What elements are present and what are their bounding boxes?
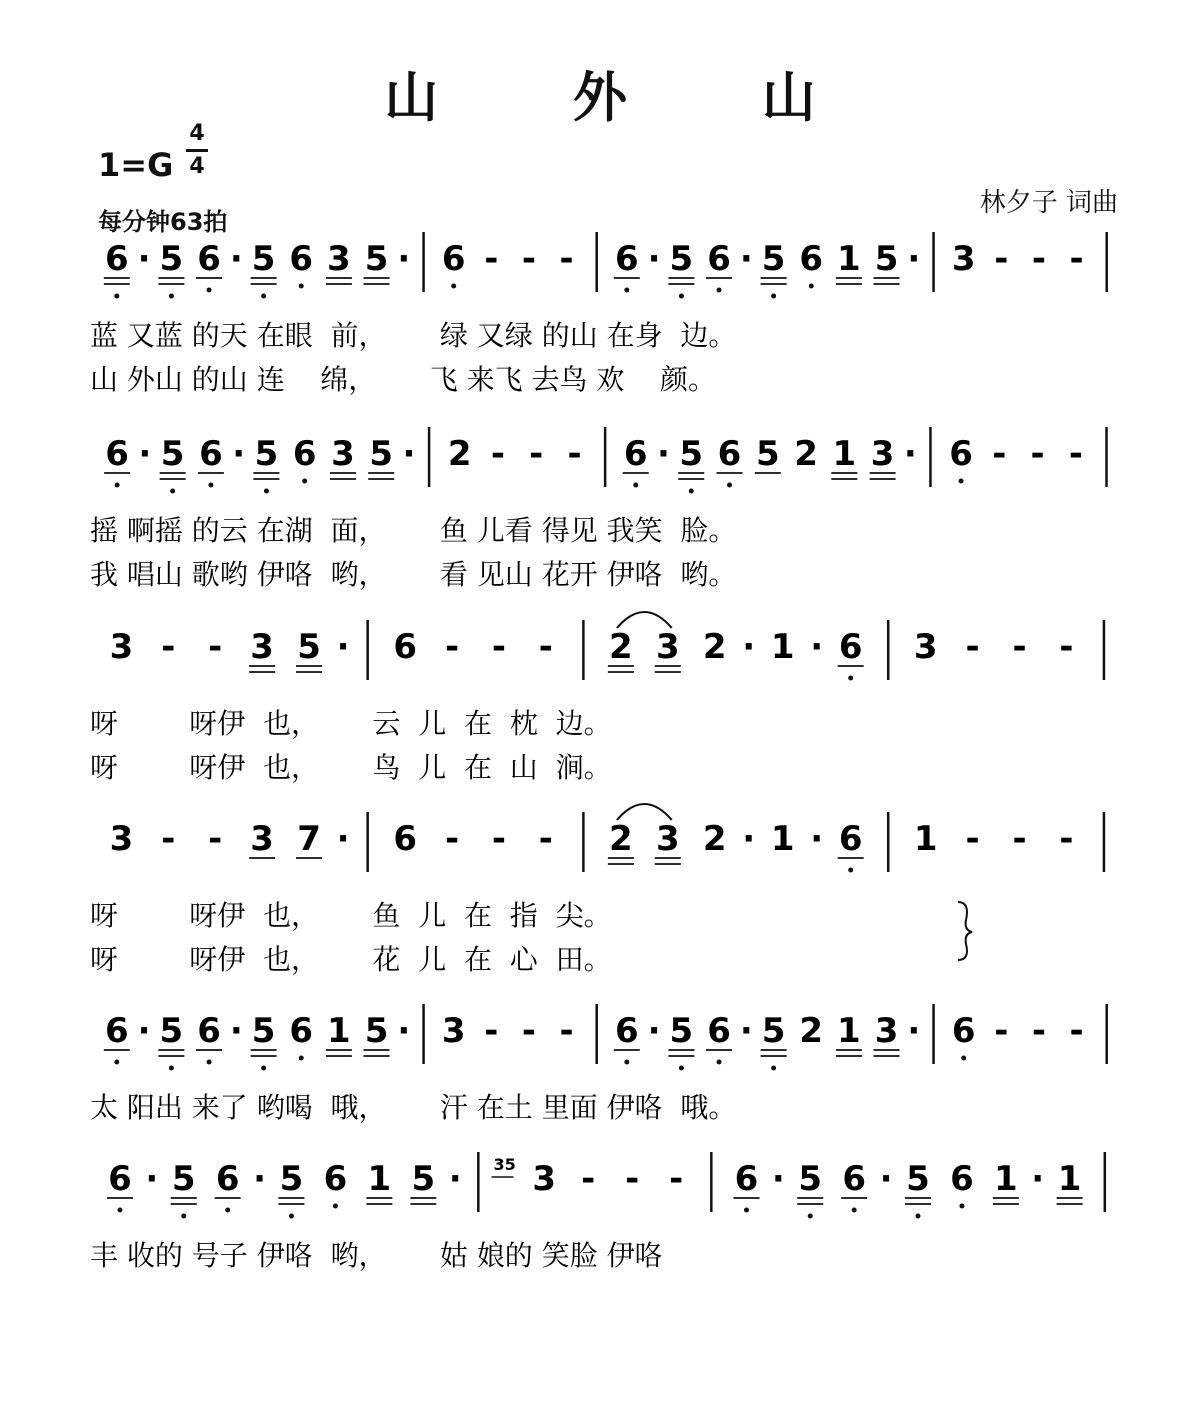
note: 2: [702, 627, 727, 667]
note: 6: [707, 1011, 731, 1051]
note: 6: [199, 434, 223, 474]
dash-note: -: [1031, 1011, 1047, 1051]
note: 5: [755, 434, 780, 474]
note: 5: [411, 1159, 436, 1199]
note: 3: [532, 1159, 557, 1199]
note: 1: [837, 1011, 861, 1051]
note: 6: [799, 239, 824, 279]
dash-note: -: [1069, 1011, 1084, 1051]
note: 5: [798, 1159, 823, 1199]
lyric-line: 山 外山 的山 连 绵， 飞 来飞 去鸟 欢 颜。: [90, 363, 717, 396]
augmentation-dot: ·: [229, 1011, 243, 1051]
note: 6: [734, 1159, 759, 1199]
note: 2: [609, 819, 633, 859]
time-signature-top: 4: [189, 121, 205, 146]
low-octave-dot: [689, 489, 694, 494]
note: 5: [761, 1011, 786, 1051]
low-octave-dot: [717, 288, 722, 293]
note: 6: [950, 1159, 974, 1199]
low-octave-dot: [959, 479, 964, 484]
note: 3: [250, 627, 274, 667]
note: 1: [994, 1159, 1018, 1199]
note: 6: [441, 239, 466, 279]
dash-note: -: [490, 434, 506, 474]
augmentation-dot: ·: [739, 1011, 753, 1051]
note: 3: [331, 434, 355, 474]
note: 6: [292, 434, 317, 474]
note: 3: [951, 239, 976, 279]
note: 6: [197, 1011, 221, 1051]
note: 6: [108, 1159, 132, 1199]
dash-note: -: [1031, 239, 1047, 279]
note: 2: [794, 434, 818, 474]
note: 6: [949, 434, 973, 474]
low-octave-dot: [717, 1060, 722, 1065]
note: 5: [251, 239, 276, 279]
note: 3: [441, 1011, 466, 1051]
note: 5: [159, 1011, 184, 1051]
note: 6: [215, 1159, 240, 1199]
note: 5: [364, 1011, 389, 1051]
time-signature-bottom: 4: [189, 154, 205, 179]
note: 2: [799, 1011, 824, 1051]
note: 3: [874, 1011, 899, 1051]
low-octave-dot: [181, 1214, 186, 1219]
dash-note: -: [484, 239, 499, 279]
low-octave-dot: [624, 288, 629, 293]
dash-note: -: [994, 239, 1009, 279]
augmentation-dot: ·: [336, 627, 350, 667]
augmentation-dot: ·: [739, 239, 753, 279]
key-signature: 1=G: [98, 146, 174, 184]
low-octave-dot: [744, 1208, 749, 1213]
low-octave-dot: [299, 1056, 304, 1061]
low-octave-dot: [771, 1066, 776, 1071]
dash-note: -: [567, 434, 582, 474]
dash-note: -: [208, 819, 223, 859]
low-octave-dot: [302, 479, 307, 484]
low-octave-dot: [633, 483, 638, 488]
augmentation-dot: ·: [879, 1159, 893, 1199]
augmentation-dot: ·: [138, 434, 152, 474]
note: 5: [669, 239, 694, 279]
note: 3: [109, 627, 134, 667]
low-octave-dot: [852, 1208, 857, 1213]
low-octave-dot: [169, 1066, 174, 1071]
dash-note: -: [1030, 434, 1045, 474]
note: 6: [717, 434, 742, 474]
lyric-line: 呀 呀伊 也， 鸟 儿 在 山 涧。: [90, 751, 612, 784]
augmentation-dot: ·: [397, 1011, 411, 1051]
augmentation-dot: ·: [137, 1011, 151, 1051]
augmentation-dot: ·: [657, 434, 670, 474]
note: 2: [609, 627, 633, 667]
low-octave-dot: [961, 1056, 966, 1061]
note: 6: [104, 1011, 129, 1051]
augmentation-dot: ·: [771, 1159, 785, 1199]
dash-note: -: [538, 627, 553, 667]
dash-note: -: [1069, 239, 1084, 279]
note: 5: [369, 434, 394, 474]
augmentation-dot: ·: [907, 1011, 921, 1051]
lyric-line: 我 唱山 歌哟 伊咯 哟， 看 见山 花开 伊咯 哟。: [90, 558, 737, 591]
dash-note: -: [1059, 819, 1074, 859]
note: 6: [197, 239, 221, 279]
low-octave-dot: [264, 489, 269, 494]
note: 5: [874, 239, 899, 279]
note: 3: [655, 819, 680, 859]
tempo-marking: 每分钟63拍: [98, 208, 228, 236]
note: 6: [105, 434, 129, 474]
note: 6: [614, 239, 639, 279]
low-octave-dot: [809, 284, 814, 289]
low-octave-dot: [848, 676, 853, 681]
note: 6: [289, 239, 314, 279]
low-octave-dot: [808, 1214, 813, 1219]
note: 5: [251, 1011, 276, 1051]
note: 6: [707, 239, 731, 279]
augmentation-dot: ·: [907, 239, 921, 279]
note: 5: [364, 239, 389, 279]
low-octave-dot: [117, 1208, 122, 1213]
note: 3: [870, 434, 895, 474]
dash-note: -: [992, 434, 1007, 474]
dash-note: -: [491, 627, 507, 667]
note: 2: [447, 434, 472, 474]
dash-note: -: [1012, 627, 1027, 667]
note: 5: [669, 1011, 694, 1051]
note: 5: [297, 627, 321, 667]
dash-note: -: [538, 819, 553, 859]
composer-credit: 林夕子 词曲: [979, 188, 1118, 218]
note: 6: [838, 819, 863, 859]
low-octave-dot: [208, 483, 213, 488]
augmentation-dot: ·: [336, 819, 350, 859]
low-octave-dot: [679, 1066, 684, 1071]
augmentation-dot: ·: [742, 819, 756, 859]
dash-note: -: [625, 1159, 640, 1199]
augmentation-dot: ·: [742, 627, 756, 667]
lyric-line: 呀 呀伊 也， 鱼 儿 在 指 尖。: [90, 899, 612, 932]
note: 5: [679, 434, 704, 474]
lyric-line: 呀 呀伊 也， 花 儿 在 心 田。: [90, 943, 612, 976]
low-octave-dot: [170, 489, 175, 494]
note: 6: [104, 239, 129, 279]
low-octave-dot: [848, 868, 853, 873]
note: 1: [770, 627, 795, 667]
augmentation-dot: ·: [647, 1011, 661, 1051]
augmentation-dot: ·: [137, 239, 151, 279]
note: 6: [393, 819, 418, 859]
dash-note: -: [965, 627, 980, 667]
note: 5: [279, 1159, 304, 1199]
note: 5: [171, 1159, 196, 1199]
low-octave-dot: [115, 483, 120, 488]
note: 1: [1057, 1159, 1082, 1199]
augmentation-dot: ·: [1031, 1159, 1045, 1199]
note: 5: [159, 239, 184, 279]
lyric-line: 丰 收的 号子 伊咯 哟， 姑 娘的 笑脸 伊咯: [90, 1239, 663, 1272]
low-octave-dot: [207, 1060, 212, 1065]
note: 6: [623, 434, 648, 474]
augmentation-dot: ·: [810, 819, 824, 859]
note: 3: [913, 627, 938, 667]
dash-note: -: [669, 1159, 684, 1199]
song-title: 山 外 山: [384, 65, 874, 129]
low-octave-dot: [959, 1204, 964, 1209]
low-octave-dot: [727, 483, 732, 488]
dash-note: -: [994, 1011, 1009, 1051]
augmentation-dot: ·: [903, 434, 917, 474]
note: 1: [913, 819, 938, 859]
low-octave-dot: [114, 1060, 119, 1065]
low-octave-dot: [624, 1060, 629, 1065]
lyric-brace: [958, 902, 972, 960]
grace-note: 35: [493, 1155, 516, 1174]
dash-note: -: [491, 819, 507, 859]
augmentation-dot: ·: [402, 434, 416, 474]
augmentation-dot: ·: [397, 239, 411, 279]
low-octave-dot: [299, 284, 304, 289]
augmentation-dot: ·: [232, 434, 246, 474]
fermata-slur: [617, 612, 672, 628]
note: 3: [327, 239, 351, 279]
note: 1: [327, 1011, 351, 1051]
augmentation-dot: ·: [810, 627, 824, 667]
note: 7: [297, 819, 321, 859]
dash-note: -: [208, 627, 223, 667]
low-octave-dot: [289, 1214, 294, 1219]
low-octave-dot: [207, 288, 212, 293]
note: 6: [323, 1159, 348, 1199]
augmentation-dot: ·: [647, 239, 661, 279]
low-octave-dot: [169, 294, 174, 299]
note: 3: [655, 627, 680, 667]
dash-note: -: [559, 1011, 574, 1051]
dash-note: -: [445, 819, 460, 859]
note: 5: [254, 434, 279, 474]
dash-note: -: [521, 239, 537, 279]
lyric-line: 摇 啊摇 的云 在湖 面， 鱼 儿看 得见 我笑 脸。: [90, 514, 737, 547]
dash-note: -: [161, 627, 176, 667]
dash-note: -: [484, 1011, 499, 1051]
note: 6: [393, 627, 418, 667]
lyric-line: 蓝 又蓝 的天 在眼 前， 绿 又绿 的山 在身 边。: [90, 319, 737, 352]
low-octave-dot: [225, 1208, 230, 1213]
note: 6: [614, 1011, 639, 1051]
note: 5: [160, 434, 185, 474]
low-octave-dot: [451, 284, 456, 289]
low-octave-dot: [261, 1066, 266, 1071]
dash-note: -: [1068, 434, 1083, 474]
low-octave-dot: [915, 1214, 920, 1219]
dash-note: -: [521, 1011, 537, 1051]
low-octave-dot: [261, 294, 266, 299]
note: 3: [250, 819, 274, 859]
note: 5: [761, 239, 786, 279]
dash-note: -: [965, 819, 980, 859]
lyric-line: 太 阳出 来了 哟喝 哦， 汗 在土 里面 伊咯 哦。: [90, 1091, 737, 1124]
note: 3: [109, 819, 134, 859]
low-octave-dot: [333, 1204, 338, 1209]
note: 1: [837, 239, 861, 279]
dash-note: -: [445, 627, 460, 667]
low-octave-dot: [679, 294, 684, 299]
dash-note: -: [161, 819, 176, 859]
note: 6: [838, 627, 863, 667]
low-octave-dot: [771, 294, 776, 299]
augmentation-dot: ·: [253, 1159, 267, 1199]
augmentation-dot: ·: [145, 1159, 159, 1199]
dash-note: -: [1059, 627, 1074, 667]
lyric-line: 呀 呀伊 也， 云 儿 在 枕 边。: [90, 707, 612, 740]
note: 1: [832, 434, 857, 474]
low-octave-dot: [114, 294, 119, 299]
dash-note: -: [581, 1159, 596, 1199]
note: 2: [702, 819, 727, 859]
note: 6: [289, 1011, 314, 1051]
dash-note: -: [559, 239, 574, 279]
note: 1: [770, 819, 795, 859]
augmentation-dot: ·: [448, 1159, 462, 1199]
fermata-slur: [617, 804, 672, 820]
note: 6: [951, 1011, 976, 1051]
dash-note: -: [529, 434, 544, 474]
note: 6: [842, 1159, 867, 1199]
note: 5: [906, 1159, 930, 1199]
augmentation-dot: ·: [229, 239, 243, 279]
dash-note: -: [1012, 819, 1027, 859]
note: 1: [367, 1159, 392, 1199]
